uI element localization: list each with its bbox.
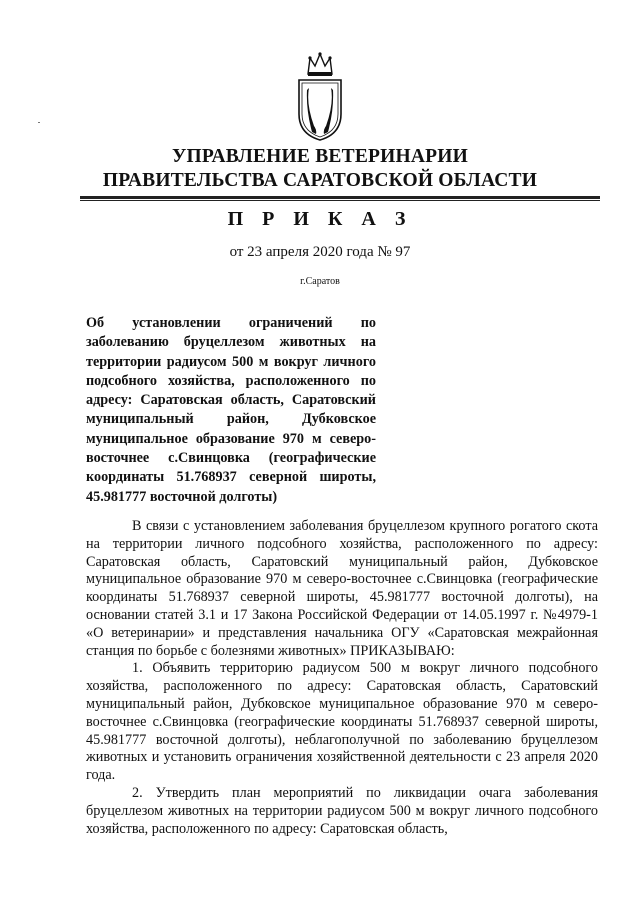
body-paragraph-preamble: В связи с установлением заболевания бруцеллезом крупного рогатого скота на территории личного подсобного хозяйства, расположенного по адресу: Саратовская область, Саратовский муниципальный район, Дубковское муниципальное образование 970 м северо-восточнее с.Свинцовка (географические координаты 51.768937 северной широты, 45.981777 восточной долготы), на основании статей 3.1 и 17 Закона Российской Федерации от 14.05.1997 г. №4979-1 «О ветеринарии» и представления начальника ОГУ «Саратовская межрайонная станция по борьбе с болезнями животных» ПРИКАЗЫВАЮ: [86,518,598,659]
document-city: г.Саратов [300,276,340,287]
body-paragraph-item-2: 2. Утвердить план мероприятий по ликвидации очага заболевания бруцеллезом животных на территории радиусом 500 м вокруг личного подсобного хозяйства, расположенного по адресу: Саратовская область, [86,784,598,837]
document-title: П Р И К А З [227,208,413,230]
document-subject: Об установлении ограничений по заболеванию бруцеллезом животных на территории радиусом 500 м вокруг личного подсобного хозяйства, расположенного по адресу: Саратовская область, Саратовский муниципальный район, Дубковское муниципальное образование 970 м северо-восточнее с.Свинцовка (географические координаты 51.768937 северной широты, 45.981777 восточной долготы) [86,315,376,505]
document-body [86,518,598,838]
organization-name-line2: ПРАВИТЕЛЬСТВА САРАТОВСКОЙ ОБЛАСТИ [102,170,538,191]
body-paragraph-item-1: 1. Объявить территорию радиусом 500 м вокруг личного подсобного хозяйства, расположенного по адресу: Саратовская область, Саратовский муниципальный район, Дубковское муниципальное образование 970 м северо-восточнее с.Свинцовка (географические координаты 51.768937 северной широты, 45.981777 восточной долготы), неблагополучной по заболеванию бруцеллезом животных и установить ограничения хозяйственной деятельности с 23 апреля 2020 года. [86,660,598,784]
saratov-coat-of-arms-icon [294,52,346,142]
organization-name-line1: УПРАВЛЕНИЕ ВЕТЕРИНАРИИ [172,146,468,167]
header-divider-thick [80,196,600,199]
document-date-number: от 23 апреля 2020 года № 97 [229,244,411,260]
scan-mark [38,122,40,123]
header-divider-thin [80,200,600,201]
